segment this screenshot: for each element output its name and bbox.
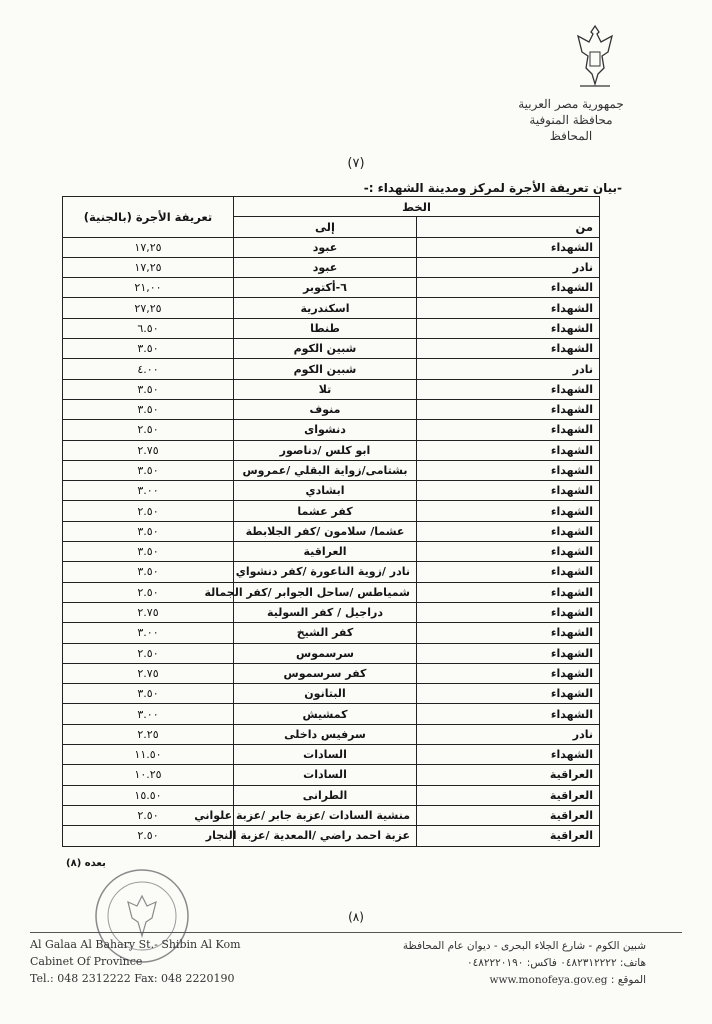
cell-from: الشهداء — [417, 440, 600, 460]
cell-fare: ٢.٥٠ — [63, 643, 234, 663]
table-row — [63, 278, 600, 298]
page-number-top: (٧) — [347, 156, 365, 171]
cell-fare: ٢.٥٠ — [63, 420, 234, 440]
cell-from: الشهداء — [417, 379, 600, 399]
footer-address-en: Al Galaa Al Bahary St.- Shibin Al Kom — [30, 938, 241, 951]
cell-to: تلا — [234, 379, 417, 399]
cell-to: كفر سرسموس — [234, 663, 417, 683]
cell-to: ابشادي — [234, 481, 417, 501]
table-row — [63, 663, 600, 683]
cell-to: نادر /زوية الناعورة /كفر دنشواي — [234, 562, 417, 582]
table-row — [63, 339, 600, 359]
table-row — [63, 257, 600, 277]
cell-from: العراقية — [417, 765, 600, 785]
cell-to: البتانون — [234, 684, 417, 704]
cell-to: دراجيل / كفر السولية — [234, 602, 417, 622]
cell-from: الشهداء — [417, 643, 600, 663]
cell-to: ابو كلس /دناصور — [234, 440, 417, 460]
cell-from: الشهداء — [417, 562, 600, 582]
header-governor: المحافظ — [549, 129, 593, 143]
table-row — [63, 359, 600, 379]
cell-to: كمشيش — [234, 704, 417, 724]
cell-from: الشهداء — [417, 278, 600, 298]
cell-to: منوف — [234, 399, 417, 419]
cell-from: نادر — [417, 724, 600, 744]
table-row — [63, 542, 600, 562]
cell-to: شمياطس /ساحل الجوابر /كفر الجمالة — [234, 582, 417, 602]
cell-to: السادات — [234, 745, 417, 765]
table-row — [63, 399, 600, 419]
table-row — [63, 440, 600, 460]
table-row — [63, 602, 600, 622]
cell-fare: ٣.٥٠ — [63, 379, 234, 399]
header-country: جمهورية مصر العربية — [518, 97, 624, 111]
footer-address-ar: شبين الكوم - شارع الجلاء البحرى - ديوان عام المحافظة — [402, 940, 646, 952]
footer-phone-en: Tel.: 048 2312222 Fax: 048 2220190 — [30, 972, 235, 985]
table-row — [63, 582, 600, 602]
cell-to: الطرانى — [234, 785, 417, 805]
cell-to: سرسموس — [234, 643, 417, 663]
cell-fare: ٤.٠٠ — [63, 359, 234, 379]
cell-fare: ١٠.٢٥ — [63, 765, 234, 785]
header-from: من — [417, 217, 600, 237]
cell-to: عزبة احمد راضي /المعدية /عزبة النجار — [234, 826, 417, 846]
table-row — [63, 785, 600, 805]
cell-fare: ٢١,٠٠ — [63, 278, 234, 298]
cell-to: سرفيس داخلى — [234, 724, 417, 744]
cell-from: الشهداء — [417, 623, 600, 643]
cell-to: شبين الكوم — [234, 359, 417, 379]
cell-from: الشهداء — [417, 420, 600, 440]
cell-fare: ٢.٧٥ — [63, 440, 234, 460]
cell-from: الشهداء — [417, 602, 600, 622]
cell-to: اسكندرية — [234, 298, 417, 318]
cell-fare: ٢.٢٥ — [63, 724, 234, 744]
table-row — [63, 501, 600, 521]
footer-divider — [30, 932, 682, 933]
footer-cabinet-en: Cabinet Of Province — [30, 955, 143, 968]
cell-fare: ٢٧,٢٥ — [63, 298, 234, 318]
cell-from: العراقية — [417, 785, 600, 805]
cell-from: الشهداء — [417, 298, 600, 318]
table-row — [63, 643, 600, 663]
page-number-bottom: (٨) — [348, 910, 364, 924]
cell-fare: ٣.٥٠ — [63, 684, 234, 704]
next-page-note: بعده (٨) — [66, 858, 106, 869]
table-row — [63, 562, 600, 582]
cell-to: منشية السادات /عزبة جابر /عزبة علواني — [234, 805, 417, 825]
table-row — [63, 745, 600, 765]
cell-to: عبود — [234, 257, 417, 277]
cell-fare: ١٧,٢٥ — [63, 257, 234, 277]
cell-from: العراقية — [417, 826, 600, 846]
cell-fare: ٢.٧٥ — [63, 602, 234, 622]
cell-fare: ٣.٥٠ — [63, 460, 234, 480]
cell-to: ٦-أكتوبر — [234, 278, 417, 298]
cell-to: السادات — [234, 765, 417, 785]
cell-from: الشهداء — [417, 339, 600, 359]
fare-rows — [63, 237, 600, 846]
cell-fare: ٣.٥٠ — [63, 339, 234, 359]
table-row — [63, 623, 600, 643]
cell-fare: ٢.٧٥ — [63, 663, 234, 683]
table-row — [63, 237, 600, 257]
letterhead — [486, 96, 656, 144]
table-row — [63, 826, 600, 846]
footer-phone-ar: هاتف: ٠٤٨٢٣١٢٢٢٢ فاكس: ٠٤٨٢٢٢٠١٩٠ — [466, 957, 646, 969]
fare-table — [62, 196, 600, 847]
cell-fare: ٢.٥٠ — [63, 805, 234, 825]
cell-from: الشهداء — [417, 501, 600, 521]
cell-to: طنطا — [234, 318, 417, 338]
cell-from: نادر — [417, 359, 600, 379]
table-row — [63, 379, 600, 399]
cell-from: العراقية — [417, 805, 600, 825]
cell-from: الشهداء — [417, 521, 600, 541]
footer-web-label: الموقع : — [610, 974, 646, 986]
table-caption: -بيان تعريفة الأجرة لمركز ومدينة الشهداء :- — [363, 181, 622, 195]
cell-to: كفر عشما — [234, 501, 417, 521]
table-row — [63, 460, 600, 480]
cell-fare: ١٧,٢٥ — [63, 237, 234, 257]
table-row — [63, 724, 600, 744]
cell-to: عشما/ سلامون /كفر الجلابطة — [234, 521, 417, 541]
eagle-emblem-icon — [572, 22, 618, 90]
cell-to: بشتامى/زواية البقلي /عمروس — [234, 460, 417, 480]
cell-from: الشهداء — [417, 399, 600, 419]
cell-to: دنشواى — [234, 420, 417, 440]
cell-from: الشهداء — [417, 237, 600, 257]
cell-fare: ٦.٥٠ — [63, 318, 234, 338]
footer-website-link[interactable]: www.monofeya.gov.eg — [489, 974, 608, 986]
header-fare: تعريفة الأجرة (بالجنية) — [63, 197, 234, 238]
table-row — [63, 765, 600, 785]
table-row — [63, 420, 600, 440]
header-to: إلى — [234, 217, 417, 237]
cell-to: شبين الكوم — [234, 339, 417, 359]
table-row — [63, 481, 600, 501]
cell-fare: ٣.٠٠ — [63, 481, 234, 501]
cell-to: العراقية — [234, 542, 417, 562]
cell-fare: ٢.٥٠ — [63, 826, 234, 846]
cell-fare: ٢.٥٠ — [63, 501, 234, 521]
cell-from: الشهداء — [417, 318, 600, 338]
footer-english — [30, 936, 241, 987]
cell-to: كفر الشيخ — [234, 623, 417, 643]
cell-from: الشهداء — [417, 542, 600, 562]
header-line: الخط — [234, 197, 600, 217]
cell-fare: ١٥.٥٠ — [63, 785, 234, 805]
cell-from: الشهداء — [417, 745, 600, 765]
table-row — [63, 805, 600, 825]
cell-from: الشهداء — [417, 481, 600, 501]
cell-from: الشهداء — [417, 704, 600, 724]
cell-to: عبود — [234, 237, 417, 257]
cell-fare: ٣.٥٠ — [63, 542, 234, 562]
cell-from: الشهداء — [417, 663, 600, 683]
cell-from: نادر — [417, 257, 600, 277]
cell-fare: ٢.٥٠ — [63, 582, 234, 602]
cell-fare: ٣.٥٠ — [63, 399, 234, 419]
table-row — [63, 704, 600, 724]
table-row — [63, 521, 600, 541]
footer-arabic — [403, 938, 646, 989]
table-row — [63, 318, 600, 338]
cell-fare: ٣.٠٠ — [63, 623, 234, 643]
cell-fare: ٣.٠٠ — [63, 704, 234, 724]
cell-fare: ٣.٥٠ — [63, 562, 234, 582]
cell-from: الشهداء — [417, 582, 600, 602]
table-row — [63, 684, 600, 704]
cell-fare: ٣.٥٠ — [63, 521, 234, 541]
table-row — [63, 298, 600, 318]
cell-from: الشهداء — [417, 460, 600, 480]
cell-fare: ١١.٥٠ — [63, 745, 234, 765]
header-governorate: محافظة المنوفية — [529, 113, 613, 127]
cell-from: الشهداء — [417, 684, 600, 704]
